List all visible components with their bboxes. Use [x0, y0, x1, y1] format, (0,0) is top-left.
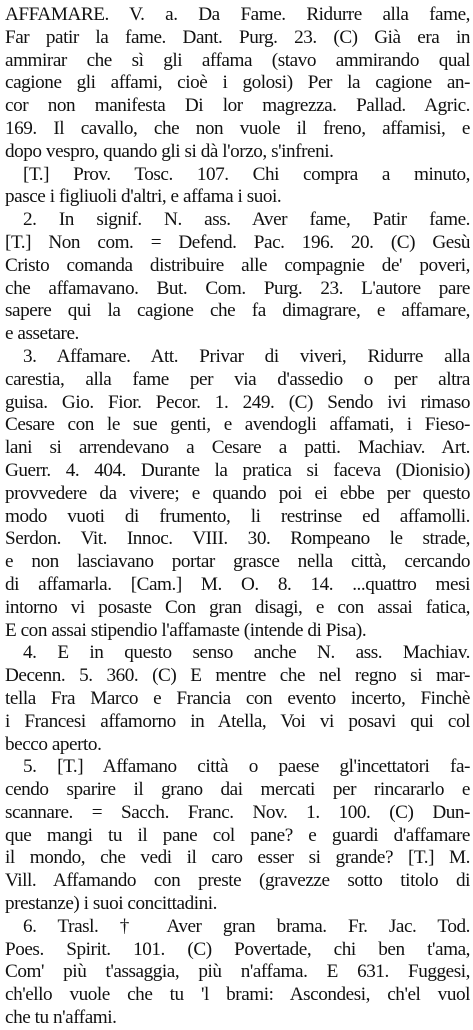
entry-text-line: [T.] Non com. = Defend. Pac. 196. 20. (C) Gesù [5, 231, 470, 253]
entry-text-line: 169. Il cavallo, che non vuole il freno, affamisi, e [5, 117, 470, 139]
entry-text-line: Vill. Affamando con preste (gravezze sotto titolo di [5, 870, 470, 892]
entry-text-line: becco aperto. [5, 733, 102, 755]
entry-text-line: il mondo, che vedi il caro esser si grande? [T.] M. [5, 847, 470, 869]
entry-text-line: modo vuoti di frumento, li restrinse ed affamolli. [5, 505, 470, 527]
entry-text-line: cagione gli affami, cioè i golosi) Per la cagione an- [5, 72, 470, 94]
entry-text-line: AFFAMARE. V. a. Da Fame. Ridurre alla fame, [5, 4, 470, 25]
entry-text-line: e assetare. [5, 323, 79, 345]
entry-text-line: E con assai stipendio l'affamaste (intende di Pisa). [5, 619, 367, 641]
entry-text-line: scannare. = Sacch. Franc. Nov. 1. 100. (C) Dun- [5, 801, 470, 823]
entry-text-line: di affamarla. [Cam.] M. O. 8. 14. ...quattro mesi [5, 573, 470, 595]
entry-text-line: guisa. Gio. Fior. Pecor. 1. 249. (C) Sendo ivi rimaso [5, 391, 470, 413]
entry-text-line: sapere qui la cagione che fa dimagrare, e affamare, [5, 300, 470, 322]
entry-text-line: prestanze) i suoi concittadini. [5, 893, 217, 915]
entry-text-line: Cesare con le sue genti, e avendogli affamati, i Fieso- [5, 414, 470, 436]
entry-text-line: i Francesi affamorno in Atella, Voi vi posavi qui col [5, 710, 470, 732]
entry-text-line: pasce i figliuoli d'altri, e affama i suoi. [5, 186, 282, 208]
entry-text-line: 5. [T.] Affamano città o paese gl'incettatori fa- [23, 756, 470, 778]
entry-text-line: che affamavano. But. Com. Purg. 23. L'autore pare [5, 277, 470, 299]
entry-text-line: 4. E in questo senso anche N. ass. Machiav. [23, 642, 470, 664]
entry-text-line: 2. In signif. N. ass. Aver fame, Patir fame. [23, 209, 470, 231]
entry-text-line: Decenn. 5. 360. (C) E mentre che nel regno si mar- [5, 665, 470, 687]
entry-text-line: Com' più t'assaggia, più n'affama. E 631. Fuggesi, [5, 961, 470, 983]
entry-text-line: 3. Affamare. Att. Privar di viveri, Ridurre alla [23, 345, 470, 367]
entry-text-line: lani si arrendevano a Cesare a patti. Machiav. Art. [5, 437, 470, 459]
entry-text-line: Serdon. Vit. Innoc. VIII. 30. Rompeano le strade, [5, 528, 470, 550]
entry-text-line: ammirar che sì gli affama (stavo ammirando qual [5, 49, 470, 71]
entry-text-line: provvedere da vivere; e quando poi ei ebbe per questo [5, 482, 470, 504]
entry-text-line: ch'ello vuole che tu 'l brami: Ascondesi, ch'el vuol [5, 984, 470, 1006]
dictionary-entry-affamare [5, 4, 470, 1030]
entry-text-line: cendo sparire il grano dai mercati per rincararlo e [5, 779, 470, 801]
entry-text-line: dopo vespro, quando gli si dà l'orzo, s'infreni. [5, 140, 334, 162]
entry-text-line: cor non manifesta Di lor magrezza. Pallad. Agric. [5, 95, 470, 117]
entry-text-line: que mangi tu il pane col pane? e guardi d'affamare [5, 824, 470, 846]
entry-text-line: che tu n'affami. [5, 1007, 117, 1029]
entry-text-line: Guerr. 4. 404. Durante la pratica si faceva (Dionisio) [5, 459, 470, 481]
entry-text-line: Poes. Spirit. 101. (C) Povertade, chi ben t'ama, [5, 938, 470, 960]
entry-text-line: [T.] Prov. Tosc. 107. Chi compra a minuto, [23, 163, 470, 185]
entry-text-line: tella Fra Marco e Francia con evento incerto, Finchè [5, 687, 470, 709]
entry-text-line: intorno vi posaste Con gran disagi, e con assai fatica, [5, 596, 470, 618]
entry-text-line: carestia, alla fame per via d'assedio o per altra [5, 368, 470, 390]
entry-text-line: e non lasciavano portar grasce nella città, cercando [5, 551, 470, 573]
entry-text-line: 6. Trasl. † Aver gran brama. Fr. Jac. Tod. [23, 915, 470, 937]
entry-text-line: Cristo comanda distribuire alle compagnie de' poveri, [5, 254, 470, 276]
entry-text-line: Far patir la fame. Dant. Purg. 23. (C) Già era in [5, 26, 470, 48]
